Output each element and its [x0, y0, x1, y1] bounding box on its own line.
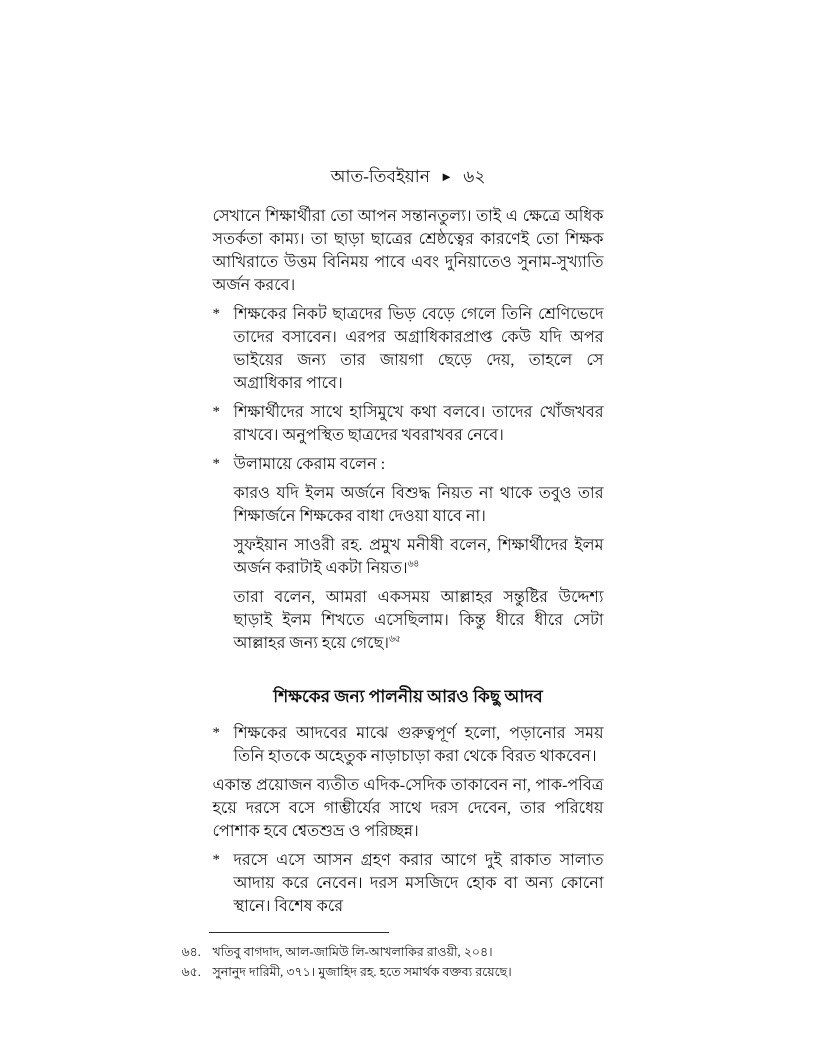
footnote-ref: ৬৫ — [388, 634, 401, 645]
bullet-text: উলামায়ে কেরাম বলেন : — [233, 456, 386, 473]
footnote-separator — [209, 932, 389, 933]
footnote-item — [182, 942, 604, 962]
intro-paragraph: সেখানে শিক্ষার্থীরা তো আপন সন্তানতুল্য। তাই এ ক্ষেত্রে অধিক সতর্কতা কাম্য। তা ছাড়া ছাত্রের শ্রেষ্ঠত্বের কারণেই তো শিক্ষক আখিরাতে উত্তম বিনিময় পাবে এবং দুনিয়াতেও সুনাম-সুখ্যাতি অর্জন করবে। — [212, 208, 604, 294]
bullet-marker: * — [212, 404, 220, 420]
bullet-text: দরসে এসে আসন গ্রহণ করার আগে দুই রাকাত সালাত আদায় করে নেবেন। দরস মসজিদে হোক বা অন্য কোনো স্থানে। বিশেষ করে — [233, 852, 604, 915]
page-number: ৬২ — [463, 167, 486, 186]
body-paragraph: একান্ত প্রয়োজন ব্যতীত এদিক-সেদিক তাকাবেন না, পাক-পবিত্র হয়ে দরসে বসে গাম্ভীর্যের সাথে দরস দেবেন, তার পরিধেয় পোশাক হবে শ্বেতশুভ্র ও পরিচ্ছন্ন। — [212, 777, 604, 840]
bullet-text: শিক্ষার্থীদের সাথে হাসিমুখে কথা বলবে। তাদের খোঁজখবর রাখবে। অনুপস্থিত ছাত্রদের খবরাখবর নেবে। — [233, 404, 604, 444]
bullet-text: শিক্ষকের নিকট ছাত্রদের ভিড় বেড়ে গেলে তিনি শ্রেণিভেদে তাদের বসাবেন। এরপর অগ্রাধিকারপ্রাপ্ত কেউ যদি অপর ভাইয়ের জন্য তার জায়গা ছেড়ে দেয়, তাহলে সে অগ্রাধিকার পাবে। — [233, 306, 604, 392]
section-heading: শিক্ষকের জন্য পালনীয় আরও কিছু আদব — [273, 687, 543, 706]
bullet-marker: * — [212, 306, 220, 322]
footnote-number: ৬৫. — [181, 965, 201, 979]
footnote-text: খতিবু বাগদাদ, আল-জামিউ লি-আখলাকির রাওয়ী, ২০৪। — [212, 945, 493, 959]
bullet-marker: * — [212, 725, 220, 741]
indented-paragraph — [234, 586, 604, 655]
right-arrow-icon: ► — [440, 169, 454, 184]
footnote-item — [182, 962, 604, 982]
bullet-marker: * — [212, 456, 220, 472]
bullet-item — [213, 401, 604, 447]
indented-paragraph — [234, 534, 604, 580]
bullet-item — [213, 849, 604, 918]
bullet-marker: * — [212, 852, 220, 868]
page-body — [181, 0, 604, 982]
bullet-item — [213, 303, 604, 395]
quote-text: তারা বলেন, আমরা একসময় আল্লাহর সন্তুষ্টির উদ্দেশ্য ছাড়াই ইলম শিখতে এসেছিলাম। কিন্তু ধীরে ধীরে সেটা আল্লাহর জন্য হয়ে গেছে। — [233, 589, 604, 652]
footnotes-section — [181, 932, 604, 982]
footnote-number: ৬৪. — [181, 945, 201, 959]
book-title: আত-তিবইয়ান — [330, 167, 430, 186]
bullet-item — [213, 453, 604, 476]
footnote-text: সুনানুদ দারিমী, ৩৭১। মুজাহিদ রহ. হতে সমার্থক বক্তব্য রয়েছে। — [212, 965, 512, 979]
bullet-item — [213, 722, 604, 768]
quote-text: সুফইয়ান সাওরী রহ. প্রমুখ মনীষী বলেন, শিক্ষার্থীদের ইলম অর্জন করাটাই একটা নিয়ত। — [233, 537, 604, 577]
running-header — [213, 166, 604, 189]
indented-paragraph: কারও যদি ইলম অর্জনে বিশুদ্ধ নিয়ত না থাকে তবুও তার শিক্ষার্জনে শিক্ষকের বাধা দেওয়া যাবে না। — [233, 485, 604, 525]
bullet-text: শিক্ষকের আদবের মাঝে গুরুত্বপূর্ণ হলো, পড়ানোর সময় তিনি হাতকে অহেতুক নাড়াচাড়া করা থেকে বিরত থাকবেন। — [233, 725, 604, 765]
footnote-ref: ৬৪ — [407, 559, 419, 570]
